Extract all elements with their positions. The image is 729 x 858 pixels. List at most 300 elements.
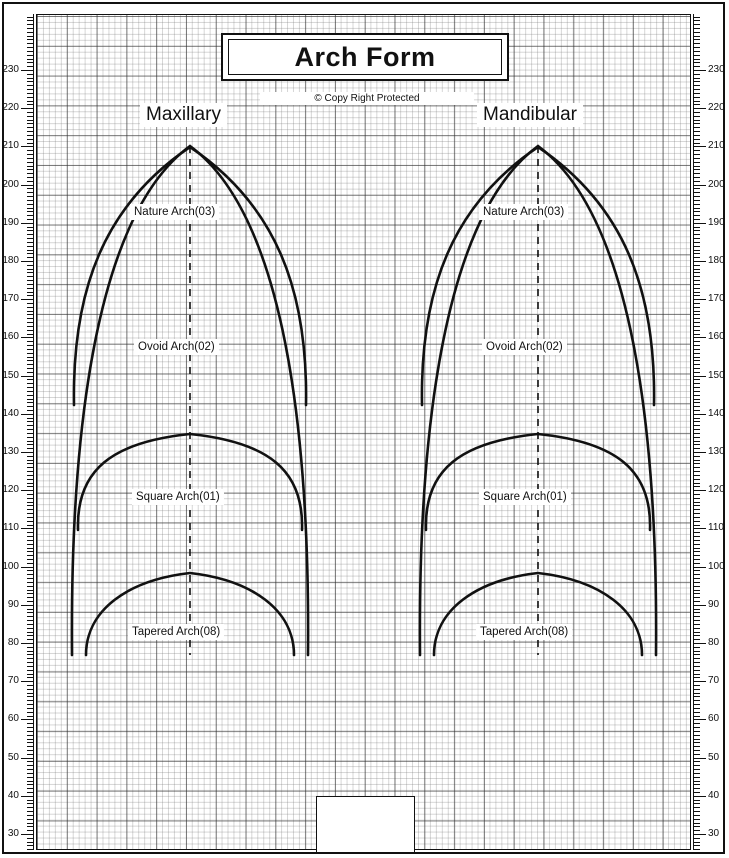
ruler-left-tick-minor [27, 230, 34, 231]
ruler-right-tick-minor [693, 246, 700, 247]
label-man-ovoid: Ovoid Arch(02) [482, 339, 567, 355]
ruler-left-tick-minor [27, 708, 34, 709]
ruler-right-tick-minor [693, 479, 700, 480]
ruler-right-label: 170 [708, 293, 725, 305]
ruler-left-tick-minor [27, 689, 34, 690]
ruler-left-tick-minor [27, 471, 34, 472]
ruler-left-tick-minor [27, 521, 34, 522]
ruler-left-tick-minor [27, 204, 34, 205]
ruler-right-tick-minor [693, 555, 700, 556]
ruler-left-label: 50 [7, 751, 19, 763]
ruler-right-label: 140 [708, 407, 725, 419]
ruler-right-tick-minor [693, 731, 700, 732]
ruler-right-tick-minor [693, 139, 700, 140]
ruler-right-tick-minor [693, 242, 700, 243]
ruler-left-tick-minor [27, 66, 34, 67]
ruler-right-tick-minor [693, 211, 700, 212]
ruler-left-tick-minor [27, 59, 34, 60]
ruler-left-tick-minor [27, 104, 34, 105]
ruler-right-tick-minor [693, 32, 700, 33]
ruler-right-tick-minor [693, 200, 700, 201]
ruler-right-tick-minor [693, 169, 700, 170]
ruler-left-tick-minor [27, 750, 34, 751]
ruler-left-tick-minor [27, 601, 34, 602]
ruler-right-tick-minor [693, 448, 700, 449]
ruler-right-tick-minor [693, 842, 700, 843]
ruler-right-tick-major [693, 796, 706, 797]
ruler-left-tick-minor [27, 364, 34, 365]
ruler-left-tick-minor [27, 639, 34, 640]
ruler-left-tick-minor [27, 532, 34, 533]
ruler-left-label: 110 [3, 522, 19, 534]
ruler-left-tick-minor [27, 479, 34, 480]
ruler-left-tick-minor [27, 227, 34, 228]
ruler-left-tick-minor [27, 525, 34, 526]
ruler-left-tick-minor [27, 349, 34, 350]
ruler-right-tick-minor [693, 471, 700, 472]
ruler-right-tick-minor [693, 66, 700, 67]
ruler-right-tick-minor [693, 521, 700, 522]
ruler-left-tick-minor [27, 123, 34, 124]
ruler-right-tick-minor [693, 475, 700, 476]
ruler-right-tick-minor [693, 505, 700, 506]
ruler-left-tick-minor [27, 143, 34, 144]
ruler-right-tick-minor [693, 93, 700, 94]
ruler-right-tick-minor [693, 177, 700, 178]
ruler-right-tick-minor [693, 784, 700, 785]
ruler-right-tick-minor [693, 85, 700, 86]
ruler-right-tick-minor [693, 74, 700, 75]
ruler-right-tick-minor [693, 322, 700, 323]
ruler-left-tick-minor [27, 322, 34, 323]
ruler-left-tick-minor [27, 746, 34, 747]
ruler-right-tick-minor [693, 586, 700, 587]
ruler-right-tick-minor [693, 238, 700, 239]
ruler-right-tick-minor [693, 437, 700, 438]
ruler-left-tick-major [21, 70, 34, 71]
ruler-right-tick-major [693, 223, 706, 224]
ruler-right-tick-major [693, 108, 706, 109]
ruler-right-tick-minor [693, 723, 700, 724]
ruler-right-tick-minor [693, 696, 700, 697]
ruler-right-tick-minor [693, 399, 700, 400]
ruler-left-tick-minor [27, 540, 34, 541]
ruler-right-tick-minor [693, 402, 700, 403]
ruler-left-tick-minor [27, 460, 34, 461]
ruler-right-tick-minor [693, 765, 700, 766]
ruler-left-tick-minor [27, 173, 34, 174]
ruler-left-tick-minor [27, 116, 34, 117]
ruler-right-tick-minor [693, 391, 700, 392]
ruler-right-tick-minor [693, 754, 700, 755]
ruler-right-tick-minor [693, 78, 700, 79]
ruler-right-tick-minor [693, 502, 700, 503]
ruler-right-label: 60 [708, 713, 720, 725]
ruler-right-tick-minor [693, 173, 700, 174]
ruler-right-tick-minor [693, 578, 700, 579]
ruler-right-tick-minor [693, 494, 700, 495]
ruler-right-tick-major [693, 299, 706, 300]
ruler-left-tick-minor [27, 819, 34, 820]
ruler-right-tick-minor [693, 540, 700, 541]
ruler-right-tick-minor [693, 28, 700, 29]
ruler-right-tick-minor [693, 326, 700, 327]
ruler-right-tick-minor [693, 166, 700, 167]
ruler-right-tick-minor [693, 353, 700, 354]
ruler-right-tick-minor [693, 845, 700, 846]
ruler-left-tick-minor [27, 89, 34, 90]
ruler-left-tick-minor [27, 253, 34, 254]
ruler-left-tick-minor [27, 456, 34, 457]
ruler-right-tick-minor [693, 24, 700, 25]
ruler-left-tick-minor [27, 288, 34, 289]
ruler-left-tick-minor [27, 544, 34, 545]
ruler-right-tick-minor [693, 47, 700, 48]
ruler-left-label: 100 [2, 560, 19, 572]
ruler-left-tick-minor [27, 162, 34, 163]
ruler-right-label: 100 [708, 560, 725, 572]
ruler-right-tick-minor [693, 295, 700, 296]
ruler-left-label: 150 [2, 369, 19, 381]
ruler-right-tick-minor [693, 517, 700, 518]
ruler-right-tick-major [693, 758, 706, 759]
ruler-right-label: 50 [708, 751, 720, 763]
ruler-left-tick-minor [27, 330, 34, 331]
ruler-right-tick-minor [693, 204, 700, 205]
label-max-square: Square Arch(01) [132, 489, 224, 505]
ruler-left-tick-minor [27, 28, 34, 29]
ruler-left-tick-minor [27, 20, 34, 21]
ruler-right-tick-minor [693, 651, 700, 652]
ruler-right-tick-minor [693, 773, 700, 774]
ruler-right-tick-minor [693, 43, 700, 44]
ruler-left-label: 220 [2, 102, 19, 114]
ruler-right-tick-minor [693, 314, 700, 315]
ruler-right-tick-minor [693, 253, 700, 254]
ruler-right-tick-minor [693, 815, 700, 816]
ruler-right-label: 220 [708, 102, 725, 114]
ruler-right-tick-major [693, 605, 706, 606]
ruler-right-tick-minor [693, 406, 700, 407]
ruler-left-tick-minor [27, 548, 34, 549]
ruler-left-tick-minor [27, 826, 34, 827]
ruler-left-tick-minor [27, 55, 34, 56]
ruler-left-tick-minor [27, 536, 34, 537]
ruler-left-tick-minor [27, 372, 34, 373]
ruler-left-tick-minor [27, 234, 34, 235]
ruler-left-tick-minor [27, 276, 34, 277]
ruler-left-label: 90 [7, 598, 19, 610]
ruler-left-tick-minor [27, 181, 34, 182]
ruler-left-label: 160 [2, 331, 19, 343]
ruler-left-tick-minor [27, 131, 34, 132]
ruler-right-tick-minor [693, 823, 700, 824]
ruler-left-tick-minor [27, 570, 34, 571]
ruler-left-tick-minor [27, 169, 34, 170]
ruler-left [4, 14, 34, 850]
ruler-right-tick-major [693, 567, 706, 568]
ruler-left-tick-minor [27, 781, 34, 782]
ruler-right-tick-minor [693, 433, 700, 434]
ruler-right-tick-minor [693, 662, 700, 663]
ruler-right-tick-minor [693, 777, 700, 778]
ruler-right-label: 160 [708, 331, 725, 343]
ruler-left-tick-minor [27, 154, 34, 155]
ruler-left-tick-minor [27, 517, 34, 518]
ruler-left-label: 140 [2, 407, 19, 419]
ruler-left-tick-minor [27, 127, 34, 128]
ruler-right-tick-minor [693, 742, 700, 743]
ruler-left-tick-minor [27, 654, 34, 655]
ruler-right-tick-major [693, 452, 706, 453]
ruler-left-tick-minor [27, 823, 34, 824]
ruler-left-tick-major [21, 719, 34, 720]
ruler-right-label: 200 [708, 178, 725, 190]
ruler-right-tick-minor [693, 612, 700, 613]
ruler-left-tick-minor [27, 17, 34, 18]
ruler-left-tick-major [21, 796, 34, 797]
ruler-left-tick-minor [27, 74, 34, 75]
ruler-left-tick-minor [27, 395, 34, 396]
ruler-left-tick-minor [27, 807, 34, 808]
ruler-right-tick-minor [693, 188, 700, 189]
ruler-right-tick-minor [693, 811, 700, 812]
ruler-right-tick-minor [693, 334, 700, 335]
ruler-left-tick-minor [27, 272, 34, 273]
ruler-left-tick-minor [27, 765, 34, 766]
ruler-right-tick-minor [693, 716, 700, 717]
ruler-right-tick-minor [693, 17, 700, 18]
title-box [221, 33, 509, 81]
ruler-right-tick-minor [693, 677, 700, 678]
ruler-left-tick-minor [27, 399, 34, 400]
ruler-left-tick-minor [27, 559, 34, 560]
ruler-left-tick-minor [27, 842, 34, 843]
ruler-left-tick-minor [27, 586, 34, 587]
ruler-left-tick-minor [27, 632, 34, 633]
ruler-left-tick-minor [27, 429, 34, 430]
ruler-left-tick-minor [27, 97, 34, 98]
ruler-left-tick-major [21, 414, 34, 415]
ruler-right-tick-minor [693, 739, 700, 740]
ruler-left-tick-minor [27, 307, 34, 308]
ruler-right-tick-minor [693, 257, 700, 258]
ruler-left-tick-minor [27, 211, 34, 212]
ruler-left-label: 190 [2, 216, 19, 228]
ruler-right-tick-minor [693, 536, 700, 537]
ruler-right-tick-minor [693, 230, 700, 231]
ruler-left-tick-minor [27, 582, 34, 583]
ruler-left-label: 80 [7, 637, 19, 648]
ruler-right-tick-minor [693, 639, 700, 640]
ruler-right-tick-minor [693, 693, 700, 694]
ruler-left-tick-major [21, 605, 34, 606]
ruler-left-tick-minor [27, 402, 34, 403]
ruler-left-tick-major [21, 108, 34, 109]
ruler-left-tick-major [21, 528, 34, 529]
ruler-right-tick-minor [693, 456, 700, 457]
ruler-right-tick-minor [693, 292, 700, 293]
ruler-left-tick-minor [27, 314, 34, 315]
ruler-left-tick-minor [27, 696, 34, 697]
ruler-right-tick-minor [693, 563, 700, 564]
ruler-right-tick-minor [693, 131, 700, 132]
ruler-right-tick-minor [693, 36, 700, 37]
ruler-left-tick-minor [27, 815, 34, 816]
ruler-right-tick-minor [693, 769, 700, 770]
ruler-right-tick-minor [693, 345, 700, 346]
ruler-right-tick-minor [693, 590, 700, 591]
ruler-right-tick-minor [693, 792, 700, 793]
ruler-left-tick-minor [27, 674, 34, 675]
ruler-left-tick-minor [27, 47, 34, 48]
ruler-left-tick-minor [27, 467, 34, 468]
ruler-right-tick-minor [693, 280, 700, 281]
ruler-right-tick-minor [693, 59, 700, 60]
ruler-right-label: 30 [708, 828, 720, 839]
ruler-left-tick-minor [27, 754, 34, 755]
ruler-right-tick-minor [693, 800, 700, 801]
ruler-right-tick-minor [693, 635, 700, 636]
ruler-right-tick-minor [693, 89, 700, 90]
label-man-nature: Nature Arch(03) [479, 204, 568, 220]
label-max-ovoid: Ovoid Arch(02) [134, 339, 219, 355]
label-max-tapered: Tapered Arch(08) [128, 624, 224, 640]
ruler-left-tick-minor [27, 769, 34, 770]
ruler-right-tick-minor [693, 658, 700, 659]
bottom-notch [316, 796, 415, 852]
ruler-left-tick-minor [27, 616, 34, 617]
ruler-right-tick-major [693, 719, 706, 720]
ruler-left-tick-major [21, 567, 34, 568]
ruler-right-tick-minor [693, 349, 700, 350]
ruler-left-tick-minor [27, 444, 34, 445]
ruler-left-tick-minor [27, 43, 34, 44]
ruler-right-tick-major [693, 261, 706, 262]
ruler-right-tick-minor [693, 227, 700, 228]
ruler-left-tick-minor [27, 139, 34, 140]
ruler-left-tick-minor [27, 379, 34, 380]
ruler-left-tick-minor [27, 112, 34, 113]
ruler-right-tick-minor [693, 761, 700, 762]
ruler-right-tick-minor [693, 525, 700, 526]
ruler-left-tick-major [21, 376, 34, 377]
ruler-right-tick-minor [693, 838, 700, 839]
ruler-left-tick-minor [27, 475, 34, 476]
ruler-left-tick-minor [27, 81, 34, 82]
ruler-right-tick-minor [693, 421, 700, 422]
ruler-right-label: 130 [708, 446, 725, 457]
ruler-right-tick-minor [693, 551, 700, 552]
ruler-right-label: 180 [708, 255, 725, 266]
ruler-left-label: 130 [2, 446, 19, 457]
ruler-left-tick-minor [27, 609, 34, 610]
ruler-left-label: 70 [7, 675, 19, 687]
ruler-left-tick-minor [27, 731, 34, 732]
ruler-right-tick-minor [693, 288, 700, 289]
ruler-left-tick-minor [27, 383, 34, 384]
ruler-left-tick-minor [27, 39, 34, 40]
ruler-right-tick-minor [693, 670, 700, 671]
ruler-left-tick-minor [27, 685, 34, 686]
ruler-left-tick-minor [27, 502, 34, 503]
ruler-right-tick-minor [693, 116, 700, 117]
ruler-left-tick-minor [27, 208, 34, 209]
ruler-right-tick-minor [693, 548, 700, 549]
ruler-left-tick-minor [27, 85, 34, 86]
ruler-right-tick-minor [693, 597, 700, 598]
ruler-right-tick-minor [693, 410, 700, 411]
ruler-left-tick-minor [27, 761, 34, 762]
label-man-square: Square Arch(01) [479, 489, 571, 505]
ruler-right-tick-minor [693, 127, 700, 128]
ruler-left-tick-minor [27, 292, 34, 293]
ruler-left-tick-minor [27, 712, 34, 713]
ruler-left-tick-minor [27, 590, 34, 591]
ruler-right-tick-minor [693, 383, 700, 384]
ruler-right-tick-minor [693, 360, 700, 361]
ruler-right-tick-minor [693, 509, 700, 510]
ruler-left-tick-minor [27, 425, 34, 426]
ruler-left-tick-minor [27, 391, 34, 392]
ruler-right-tick-minor [693, 196, 700, 197]
ruler-right-tick-minor [693, 735, 700, 736]
ruler-left-tick-minor [27, 742, 34, 743]
ruler-left-tick-minor [27, 257, 34, 258]
ruler-right-tick-minor [693, 632, 700, 633]
ruler-right-tick-major [693, 490, 706, 491]
ruler-right-tick-minor [693, 708, 700, 709]
ruler-right-tick-minor [693, 826, 700, 827]
ruler-left-label: 120 [2, 484, 19, 496]
ruler-left-tick-minor [27, 295, 34, 296]
ruler-right-tick-minor [693, 689, 700, 690]
ruler-left-tick-minor [27, 188, 34, 189]
ruler-left-tick-minor [27, 200, 34, 201]
ruler-right-tick-minor [693, 620, 700, 621]
ruler-right-tick-major [693, 146, 706, 147]
ruler-left-tick-minor [27, 849, 34, 850]
ruler-right-tick-minor [693, 208, 700, 209]
ruler-left-tick-minor [27, 437, 34, 438]
ruler-left-tick-minor [27, 334, 34, 335]
ruler-right-tick-minor [693, 467, 700, 468]
ruler-left-tick-minor [27, 238, 34, 239]
ruler-left-tick-minor [27, 406, 34, 407]
ruler-right-tick-major [693, 643, 706, 644]
ruler-right-tick-minor [693, 685, 700, 686]
ruler-right-label: 120 [708, 484, 725, 496]
ruler-left-tick-minor [27, 246, 34, 247]
ruler-left-tick-minor [27, 777, 34, 778]
ruler-right-tick-minor [693, 234, 700, 235]
ruler-right-tick-minor [693, 803, 700, 804]
ruler-right-label: 80 [708, 637, 720, 648]
ruler-left-tick-minor [27, 651, 34, 652]
ruler-right-tick-minor [693, 601, 700, 602]
ruler-left-tick-minor [27, 93, 34, 94]
ruler-left-tick-minor [27, 345, 34, 346]
ruler-left-tick-minor [27, 666, 34, 667]
ruler-right-tick-minor [693, 55, 700, 56]
ruler-left-tick-minor [27, 670, 34, 671]
ruler-right-tick-minor [693, 97, 700, 98]
ruler-right-tick-minor [693, 284, 700, 285]
ruler-left-tick-minor [27, 284, 34, 285]
ruler-right-tick-minor [693, 154, 700, 155]
ruler-left-tick-minor [27, 704, 34, 705]
ruler-right-tick-minor [693, 307, 700, 308]
